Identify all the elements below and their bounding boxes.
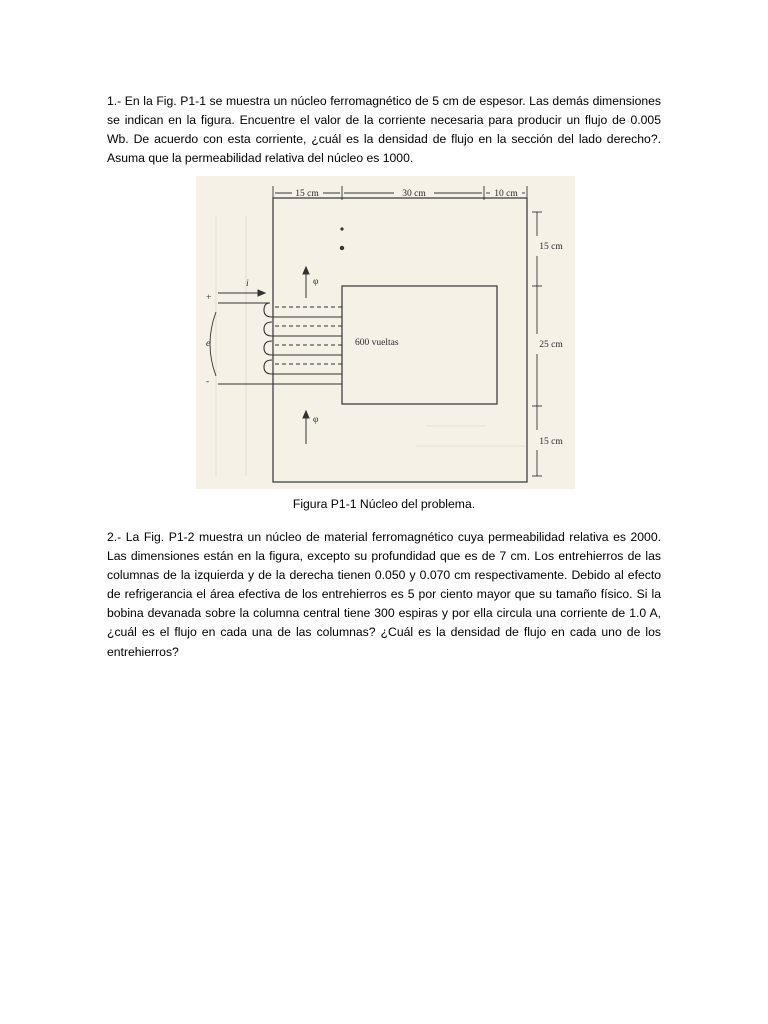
core-outer-edge: [273, 198, 527, 482]
coil: [264, 303, 342, 374]
flux-label-top: φ: [313, 277, 319, 287]
dim-top-left: 15 cm: [295, 189, 319, 199]
minus-terminal: -: [206, 377, 210, 387]
dim-top-middle: 30 cm: [402, 189, 426, 199]
problem-2-text: 2.- La Fig. P1-2 muestra un núcleo de material ferromagnético cuya permeabilidad relativa es 2000. Las dimensiones están en la figura, excepto su profundidad que es de 7 cm. Los entrehierros de las columnas de la izquierda y de la derecha tienen 0.050 y 0.070 cm respectivamente. Debido al efecto de refrigerancia el área efectiva de los entrehierros es 5 por ciento mayor que su tamaño físico. Si la bobina devanada sobre la columna central tiene 300 espiras y por ella circula una corriente de 1.0 A, ¿cuál es el flujo en cada una de las columnas? ¿Cuál es la densidad de flujo en cada uno de los entrehierros?: [107, 530, 661, 659]
dim-right-bottom: 15 cm: [539, 437, 563, 447]
figure-p1-1: [196, 176, 575, 489]
coil-leads: [218, 303, 342, 384]
figure-caption: Figura P1-1 Núcleo del problema.: [292, 497, 476, 511]
current-arrow: [218, 290, 265, 296]
flux-label-bottom: φ: [313, 415, 319, 425]
emf-bracket: [210, 312, 216, 376]
current-label: i: [246, 279, 249, 289]
marker-dot: [340, 246, 344, 250]
marker-dot: [340, 227, 343, 230]
problem-1-text: 1.- En la Fig. P1-1 se muestra un núcleo ferromagnético de 5 cm de espesor. Las demás dimensiones se indican en la figura. Encuentre el valor de la corriente necesaria para producir un flujo de 0.005 Wb. De acuerdo con esta corriente, ¿cuál es la densidad de flujo en la sección del lado derecho?. Asuma que la permeabilidad relativa del núcleo es 1000.: [107, 94, 661, 166]
core-diagram: [196, 176, 575, 489]
dim-right-middle: 25 cm: [539, 340, 563, 350]
coil-label: 600 vueltas: [355, 338, 399, 348]
dim-right-top: 15 cm: [539, 242, 563, 252]
dim-top-right: 10 cm: [494, 189, 518, 199]
plus-terminal: +: [206, 293, 212, 303]
emf-label: e: [206, 339, 211, 349]
